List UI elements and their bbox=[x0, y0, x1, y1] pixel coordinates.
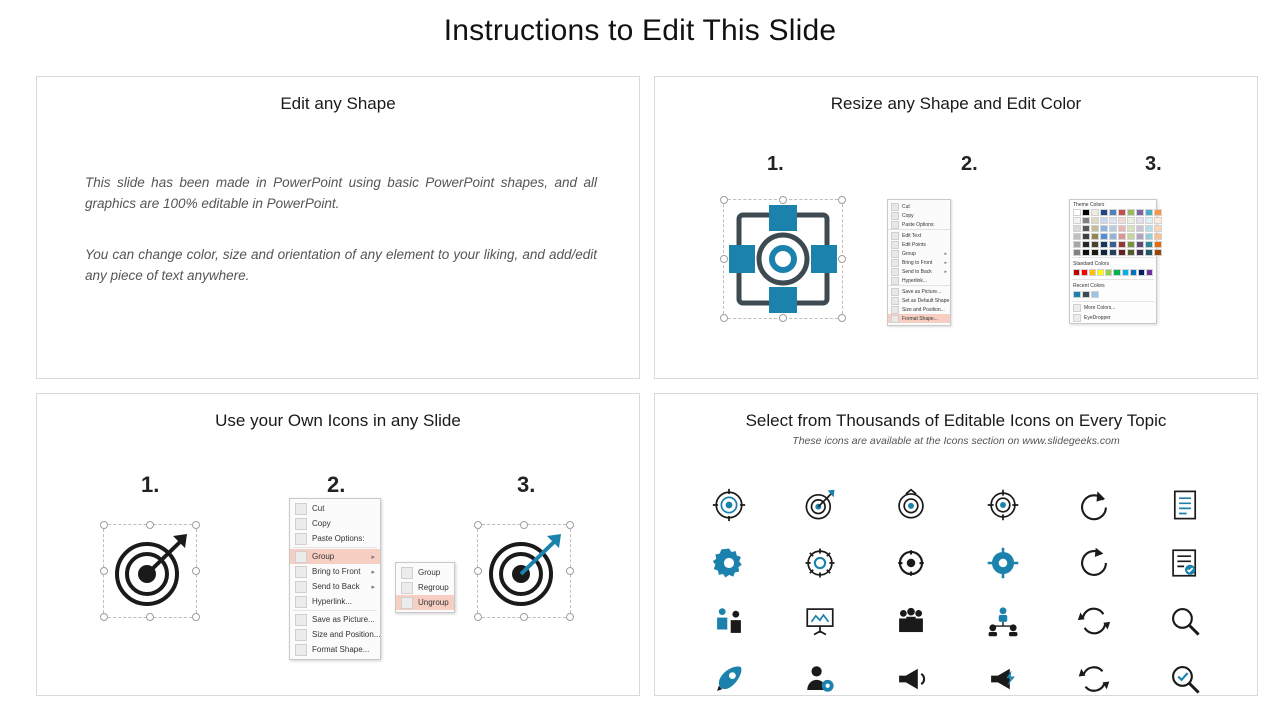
menu-item-save-as-picture[interactable]: Save as Picture... bbox=[888, 287, 950, 296]
panel-edit-shape bbox=[36, 76, 640, 379]
recent-colors-label: Recent Colors bbox=[1073, 283, 1105, 289]
step-figures bbox=[37, 394, 639, 695]
chevron-right-icon: ▸ bbox=[944, 250, 947, 257]
more-colors-icon bbox=[1073, 304, 1081, 312]
step-number-2: 2. bbox=[961, 153, 978, 175]
bring-front-icon bbox=[891, 259, 899, 267]
panel-paragraph-1: This slide has been made in PowerPoint using basic PowerPoint shapes, and all graphics are 100% editable in PowerPoint. bbox=[85, 175, 597, 211]
group-icon bbox=[295, 551, 307, 563]
copy-icon bbox=[295, 518, 307, 530]
menu-item-group[interactable]: Group ▸ bbox=[290, 549, 380, 564]
step-number-2: 2. bbox=[327, 472, 346, 497]
chevron-right-icon: ▸ bbox=[944, 268, 947, 275]
menu-item-send-to-back[interactable]: Send to Back ▸ bbox=[888, 267, 950, 276]
menu-item-save-as-picture[interactable]: Save as Picture... bbox=[290, 612, 380, 627]
send-back-icon bbox=[891, 268, 899, 276]
context-menu[interactable] bbox=[887, 199, 951, 326]
menu-item-size-and-position[interactable]: Size and Position... bbox=[290, 627, 380, 642]
panel-title: Use your Own Icons in any Slide bbox=[215, 411, 461, 430]
menu-item-send-to-back[interactable]: Send to Back ▸ bbox=[290, 579, 380, 594]
megaphone-icon[interactable] bbox=[894, 662, 928, 696]
gear-settings-icon[interactable] bbox=[894, 546, 928, 580]
menu-item-edit-text[interactable]: Edit Text bbox=[888, 231, 950, 240]
menu-item-paste-options[interactable]: Paste Options: bbox=[290, 531, 380, 546]
save-picture-icon bbox=[891, 288, 899, 296]
target-dart-icon[interactable] bbox=[803, 488, 837, 522]
menu-item-set-default-shape[interactable]: Set as Default Shape bbox=[888, 296, 950, 305]
step-number-1: 1. bbox=[767, 153, 784, 175]
selected-shape-figure bbox=[723, 199, 843, 319]
submenu-item-regroup[interactable]: Regroup bbox=[396, 580, 454, 595]
panel-editable-icons bbox=[654, 393, 1258, 696]
step-number-1: 1. bbox=[141, 472, 160, 497]
copy-icon bbox=[891, 212, 899, 220]
panel-title: Resize any Shape and Edit Color bbox=[830, 94, 1082, 113]
hyperlink-icon bbox=[891, 277, 899, 285]
people-podium-icon[interactable] bbox=[712, 604, 746, 638]
menu-item-edit-points[interactable]: Edit Points bbox=[888, 240, 950, 249]
menu-item-group[interactable]: Group ▸ bbox=[888, 249, 950, 258]
step-number-3: 3. bbox=[1145, 153, 1162, 175]
refresh-arrow-icon[interactable] bbox=[1077, 488, 1111, 522]
theme-colors-label: Theme Colors bbox=[1073, 202, 1105, 208]
bring-front-icon bbox=[295, 566, 307, 578]
context-menu[interactable] bbox=[289, 498, 381, 660]
menu-item-bring-to-front[interactable]: Bring to Front ▸ bbox=[290, 564, 380, 579]
panel-resize-shape bbox=[654, 76, 1258, 379]
standard-colors-label: Standard Colors bbox=[1073, 261, 1110, 267]
menu-item-paste-options[interactable]: Paste Options: bbox=[888, 220, 950, 229]
document-list-icon[interactable] bbox=[1168, 488, 1202, 522]
hyperlink-icon bbox=[295, 596, 307, 608]
panel-title: Select from Thousands of Editable Icons on Every Topic bbox=[745, 411, 1167, 430]
gear-filled-icon[interactable] bbox=[986, 546, 1020, 580]
regroup-icon bbox=[401, 582, 413, 594]
group-submenu[interactable] bbox=[395, 562, 455, 613]
rocket-icon[interactable] bbox=[712, 662, 746, 696]
group-icon bbox=[891, 250, 899, 258]
gear-outline-icon[interactable] bbox=[803, 546, 837, 580]
people-network-icon[interactable] bbox=[986, 604, 1020, 638]
cycle-arrows-icon[interactable] bbox=[1077, 662, 1111, 696]
default-shape-icon bbox=[891, 297, 899, 305]
standard-colors-swatches[interactable] bbox=[1070, 268, 1156, 278]
color-palette-menu[interactable] bbox=[1069, 199, 1157, 324]
paste-icon bbox=[295, 533, 307, 545]
chevron-right-icon: ▸ bbox=[371, 583, 375, 591]
panel-grid bbox=[36, 76, 1244, 696]
chevron-right-icon: ▸ bbox=[371, 568, 375, 576]
theme-colors-swatches[interactable] bbox=[1070, 209, 1156, 256]
menu-item-size-and-position[interactable]: Size and Position... bbox=[888, 305, 950, 314]
menu-item-hyperlink[interactable]: Hyperlink... bbox=[888, 276, 950, 285]
cut-icon bbox=[891, 203, 899, 211]
presentation-board-icon[interactable] bbox=[803, 604, 837, 638]
menu-item-format-shape[interactable]: Format Shape... bbox=[888, 314, 950, 323]
edit-points-icon bbox=[891, 241, 899, 249]
target-trophy-icon[interactable] bbox=[894, 488, 928, 522]
eyedropper-item[interactable]: EyeDropper bbox=[1070, 313, 1156, 323]
submenu-item-group[interactable]: Group bbox=[396, 565, 454, 580]
panel-subtitle: These icons are available at the Icons section on www.slidegeeks.com bbox=[792, 435, 1120, 447]
target-dart-figure-2 bbox=[477, 524, 571, 618]
magnifier-icon[interactable] bbox=[1168, 604, 1202, 638]
format-shape-icon bbox=[891, 315, 899, 323]
target-dart-figure-1 bbox=[103, 524, 197, 618]
target-scope-icon[interactable] bbox=[986, 488, 1020, 522]
format-shape-icon bbox=[295, 644, 307, 656]
edit-text-icon bbox=[891, 232, 899, 240]
chevron-right-icon: ▸ bbox=[371, 553, 375, 561]
menu-item-cut[interactable]: Cut bbox=[888, 202, 950, 211]
ungroup-icon bbox=[401, 597, 413, 609]
target-crosshair-icon[interactable] bbox=[712, 488, 746, 522]
page-title: Instructions to Edit This Slide bbox=[443, 14, 837, 47]
send-back-icon bbox=[295, 581, 307, 593]
recent-colors-swatches[interactable] bbox=[1070, 290, 1156, 300]
menu-item-copy[interactable]: Copy bbox=[290, 516, 380, 531]
menu-item-copy[interactable]: Copy bbox=[888, 211, 950, 220]
search-check-icon[interactable] bbox=[1168, 662, 1202, 696]
size-position-icon bbox=[295, 629, 307, 641]
reload-circle-icon[interactable] bbox=[1077, 546, 1111, 580]
menu-item-format-shape[interactable]: Format Shape... bbox=[290, 642, 380, 657]
step-number-3: 3. bbox=[517, 472, 536, 497]
size-position-icon bbox=[891, 306, 899, 314]
sync-arrows-icon[interactable] bbox=[1077, 604, 1111, 638]
paste-icon bbox=[891, 221, 899, 229]
panel-own-icons bbox=[36, 393, 640, 696]
icon-library-grid bbox=[683, 476, 1231, 708]
panel-paragraph-2: You can change color, size and orientation of any element to your liking, and add/edit any piece of text anywhere. bbox=[85, 247, 597, 283]
panel-title: Edit any Shape bbox=[280, 94, 396, 113]
step-figures bbox=[655, 77, 1257, 378]
menu-item-hyperlink[interactable]: Hyperlink... bbox=[290, 594, 380, 609]
team-group-icon[interactable] bbox=[894, 604, 928, 638]
gear-icon[interactable] bbox=[712, 546, 746, 580]
person-gear-icon[interactable] bbox=[803, 662, 837, 696]
submenu-item-ungroup[interactable]: Ungroup bbox=[396, 595, 454, 610]
cut-icon bbox=[295, 503, 307, 515]
document-check-icon[interactable] bbox=[1168, 546, 1202, 580]
chevron-right-icon: ▸ bbox=[944, 259, 947, 266]
more-colors-item[interactable]: More Colors... bbox=[1070, 303, 1156, 313]
announce-bolt-icon[interactable] bbox=[986, 662, 1020, 696]
group-icon bbox=[401, 567, 413, 579]
save-picture-icon bbox=[295, 614, 307, 626]
menu-item-cut[interactable]: Cut bbox=[290, 501, 380, 516]
menu-item-bring-to-front[interactable]: Bring to Front ▸ bbox=[888, 258, 950, 267]
eyedropper-icon bbox=[1073, 314, 1081, 322]
